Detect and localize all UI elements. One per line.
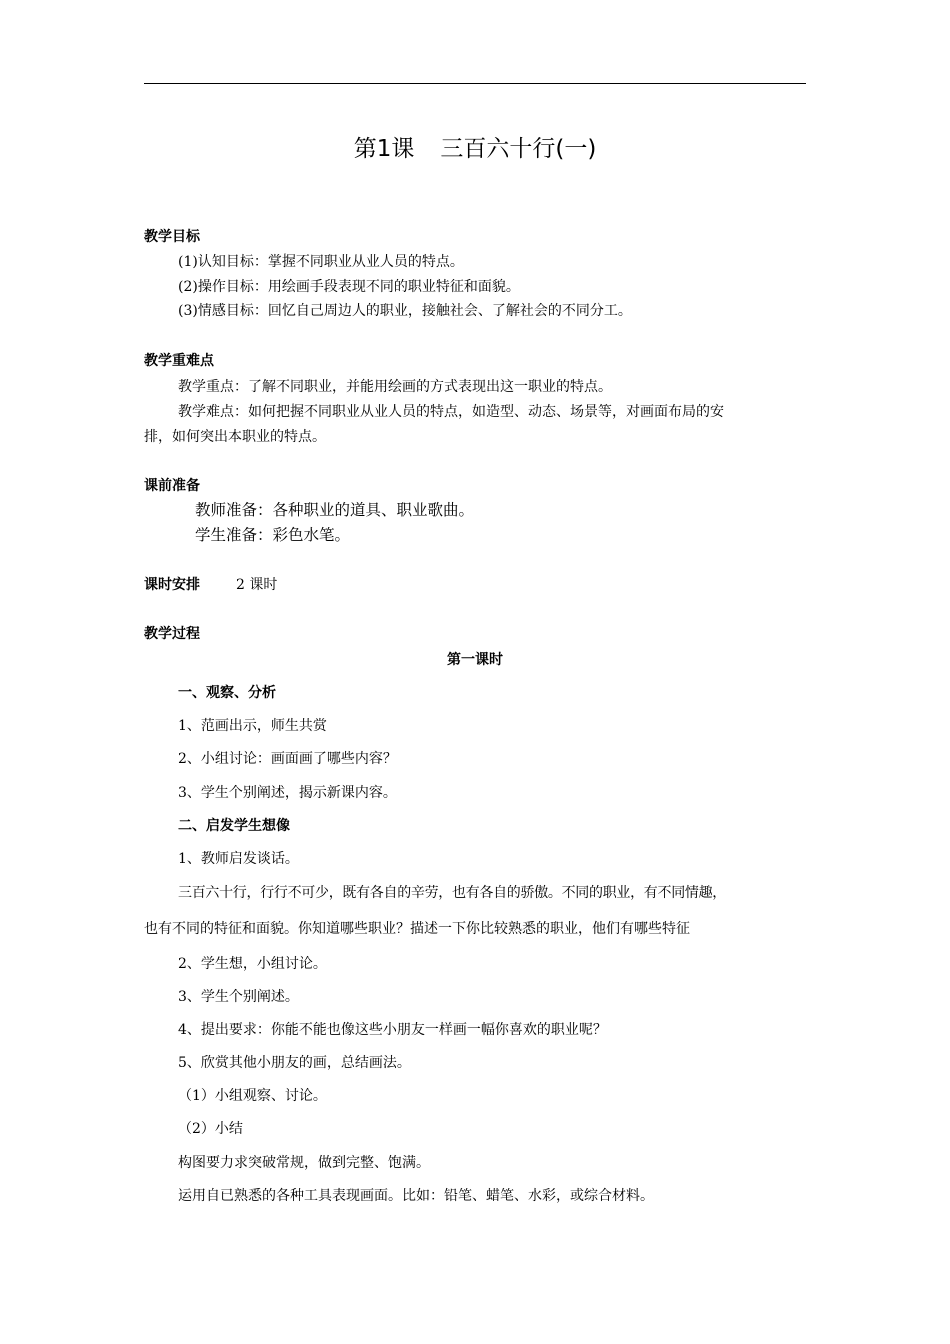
student-preparation: 学生准备：彩色水笔。 — [195, 526, 351, 544]
key-points-heading: 教学重难点 — [144, 353, 214, 369]
process-item: 2、小组讨论：画面画了哪些内容？ — [178, 751, 397, 767]
preparation-heading: 课前准备 — [144, 478, 200, 494]
process-item: （2）小结 — [178, 1121, 243, 1137]
period-title: 第一课时 — [447, 652, 503, 668]
process-item: 运用自已熟悉的各种工具表现画面。比如：铅笔、蜡笔、水彩，或综合材料。 — [178, 1188, 654, 1204]
teacher-preparation: 教师准备：各种职业的道具、职业歌曲。 — [195, 501, 475, 519]
teaching-difficulty: 教学难点：如何把握不同职业从业人员的特点，如造型、动态、场景等，对画面布局的安 — [178, 404, 724, 420]
goals-heading: 教学目标 — [144, 229, 200, 245]
goal-item: (1)认知目标：掌握不同职业从业人员的特点。 — [178, 254, 464, 270]
goal-item: (2)操作目标：用绘画手段表现不同的职业特征和面貌。 — [178, 279, 520, 295]
process-item: 2、学生想，小组讨论。 — [178, 956, 327, 972]
process-item: （1）小组观察、讨论。 — [178, 1088, 327, 1104]
teaching-focus: 教学重点：了解不同职业，并能用绘画的方式表现出这一职业的特点。 — [178, 379, 612, 395]
process-heading: 教学过程 — [144, 626, 200, 642]
lesson-number: 第1课 — [353, 136, 415, 162]
schedule-heading: 课时安排 — [144, 577, 200, 593]
process-paragraph: 三百六十行，行行不可少，既有各自的辛劳，也有各自的骄傲。不同的职业，有不同情趣， — [178, 885, 726, 901]
goal-item: (3)情感目标：回忆自己周边人的职业，接触社会、了解社会的不同分工。 — [178, 303, 632, 319]
process-item: 4、提出要求：你能不能也像这些小朋友一样画一幅你喜欢的职业呢？ — [178, 1022, 607, 1038]
lesson-title — [0, 134, 950, 164]
process-paragraph-cont: 也有不同的特征和面貌。你知道哪些职业？描述一下你比较熟悉的职业，他们有哪些特征 — [144, 921, 690, 937]
process-item: 构图要力求突破常规，做到完整、饱满。 — [178, 1155, 430, 1171]
teaching-difficulty-cont: 排，如何突出本职业的特点。 — [144, 429, 326, 445]
header-rule — [144, 83, 806, 84]
process-item: 3、学生个别阐述。 — [178, 989, 299, 1005]
lesson-name: 三百六十行(一) — [440, 136, 597, 162]
section-title: 二、启发学生想像 — [178, 818, 290, 834]
process-item: 5、欣赏其他小朋友的画，总结画法。 — [178, 1055, 411, 1071]
process-item: 1、范画出示，师生共赏 — [178, 718, 327, 734]
process-item: 1、教师启发谈话。 — [178, 851, 299, 867]
section-title: 一、观察、分析 — [178, 685, 276, 701]
process-item: 3、学生个别阐述，揭示新课内容。 — [178, 785, 397, 801]
schedule-value: 2 课时 — [236, 577, 278, 593]
